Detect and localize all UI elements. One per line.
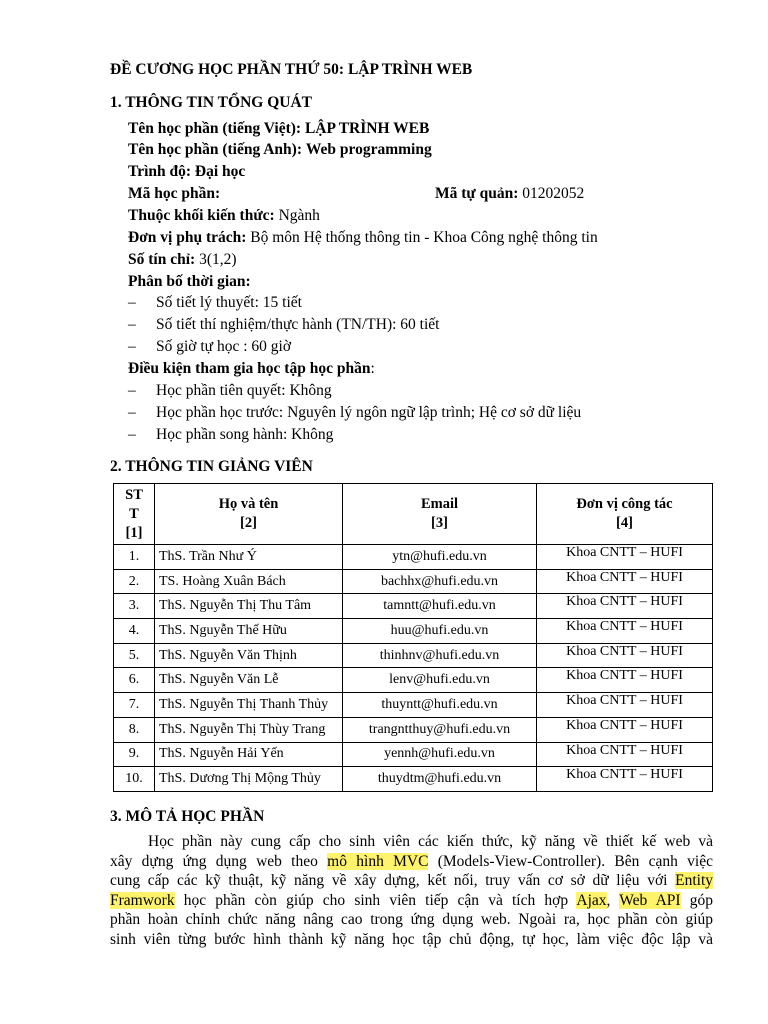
cell-unit: Khoa CNTT – HUFI — [537, 594, 713, 619]
knowledge-block — [128, 206, 320, 226]
cell-unit: Khoa CNTT – HUFI — [537, 742, 713, 767]
table-row — [114, 717, 713, 742]
table-row — [114, 742, 713, 767]
section2-heading: 2. THÔNG TIN GIẢNG VIÊN — [110, 458, 313, 475]
header-text: Họ và tên — [218, 496, 279, 512]
table-row — [114, 594, 713, 619]
cell-unit: Khoa CNTT – HUFI — [537, 693, 713, 718]
prerequisite-item-text: Học phần tiên quyết: Không — [156, 382, 332, 399]
responsible-unit-label: Đơn vị phụ trách: — [128, 229, 247, 246]
cell-name: ThS. Dương Thị Mộng Thủy — [155, 767, 343, 792]
cell-email: bachhx@hufi.edu.vn — [343, 569, 537, 594]
bullet-dash: – — [128, 426, 136, 443]
description-text: , — [606, 891, 620, 909]
column-header-unit — [537, 484, 713, 545]
lecturer-table — [113, 483, 713, 792]
table-row — [114, 668, 713, 693]
bullet-dash: – — [128, 382, 136, 399]
cell-stt: 3. — [114, 594, 155, 619]
admin-code-label: Mã tự quản: — [435, 185, 519, 202]
table-row — [114, 767, 713, 792]
course-description — [110, 832, 713, 949]
cell-stt: 1. — [114, 545, 155, 570]
course-level — [128, 162, 245, 182]
description-line — [110, 871, 713, 891]
prerequisites-label-row — [128, 359, 375, 379]
time-item-text: Số tiết lý thuyết: 15 tiết — [156, 294, 302, 311]
column-header-email — [343, 484, 537, 545]
knowledge-block-label: Thuộc khối kiến thức: — [128, 207, 275, 224]
bullet-dash: – — [128, 404, 136, 421]
course-name-vi-label: Tên học phần (tiếng Việt): — [128, 120, 302, 137]
prerequisites-colon: : — [370, 360, 375, 377]
course-level-value: Đại học — [194, 163, 246, 180]
cell-unit: Khoa CNTT – HUFI — [537, 569, 713, 594]
knowledge-block-value: Ngành — [278, 207, 320, 224]
description-text: cung cấp các kỹ thuật, kỹ năng về xây dựng, kết nối, truy vấn cơ sở dữ liệu với — [110, 872, 676, 889]
highlighted-term: Web API — [619, 891, 681, 909]
description-line — [110, 930, 713, 950]
cell-stt: 7. — [114, 693, 155, 718]
cell-email: tamntt@hufi.edu.vn — [343, 594, 537, 619]
description-text: học phần còn giúp cho sinh viên tiếp cận và tích hợp — [174, 891, 577, 909]
description-text: sinh viên từng bước hình thành kỹ năng học tập chủ động, tự học, làm việc độc lập và — [110, 930, 713, 948]
table-row — [114, 643, 713, 668]
highlighted-term: mô hình MVC — [327, 852, 429, 870]
prerequisite-item-text: Học phần song hành: Không — [156, 426, 334, 443]
cell-email: thinhnv@hufi.edu.vn — [343, 643, 537, 668]
section3-heading: 3. MÔ TẢ HỌC PHẦN — [110, 808, 265, 825]
table-row — [114, 545, 713, 570]
cell-email: yennh@hufi.edu.vn — [343, 742, 537, 767]
cell-email: ytn@hufi.edu.vn — [343, 545, 537, 570]
cell-stt: 9. — [114, 742, 155, 767]
cell-email: thuydtm@hufi.edu.vn — [343, 767, 537, 792]
lecturer-table-body — [114, 545, 713, 792]
column-header-name — [155, 484, 343, 545]
table-row — [114, 693, 713, 718]
description-text: (Models-View-Controller). Bên cạnh việc — [428, 852, 713, 870]
cell-unit: Khoa CNTT – HUFI — [537, 643, 713, 668]
course-level-label: Trình độ: — [128, 163, 192, 180]
highlighted-term: Entity — [675, 872, 713, 889]
header-text: ST — [125, 486, 143, 503]
column-header-stt — [114, 484, 155, 545]
description-line — [110, 832, 713, 852]
admin-code — [435, 184, 584, 204]
cell-stt: 5. — [114, 643, 155, 668]
bullet-dash: – — [128, 294, 136, 311]
cell-stt: 4. — [114, 619, 155, 644]
header-text: Email — [420, 496, 459, 512]
header-text: [1] — [125, 524, 143, 541]
bullet-dash: – — [128, 316, 136, 333]
responsible-unit — [128, 228, 598, 248]
highlighted-term: Framwork — [110, 891, 175, 909]
cell-unit: Khoa CNTT – HUFI — [537, 545, 713, 570]
table-row — [114, 619, 713, 644]
highlighted-term: Ajax — [576, 891, 607, 909]
header-text: Đơn vị công tác — [576, 496, 673, 512]
cell-email: trangntthuy@hufi.edu.vn — [343, 717, 537, 742]
admin-code-value: 01202052 — [522, 185, 585, 202]
cell-unit: Khoa CNTT – HUFI — [537, 668, 713, 693]
cell-unit: Khoa CNTT – HUFI — [537, 717, 713, 742]
course-name-en — [128, 140, 432, 160]
credits-value: 3(1,2) — [199, 251, 237, 268]
description-line — [110, 910, 713, 930]
cell-email: thuyntt@hufi.edu.vn — [343, 693, 537, 718]
cell-email: lenv@hufi.edu.vn — [343, 668, 537, 693]
prerequisites-label: Điều kiện tham gia học tập học phần — [128, 360, 371, 377]
description-text: phần hoàn chỉnh chức năng nâng cao trong ứng dụng web. Ngoài ra, học phần còn giúp — [110, 911, 713, 928]
course-name-vi-value: LẬP TRÌNH WEB — [304, 120, 430, 137]
description-text: Học phần này cung cấp cho sinh viên các kiến thức, kỹ năng về thiết kế web và — [148, 833, 713, 850]
document-title: ĐỀ CƯƠNG HỌC PHẦN THỨ 50: LẬP TRÌNH WEB — [110, 61, 473, 78]
description-text: góp — [680, 891, 713, 909]
course-code-label: Mã học phần: — [128, 185, 221, 202]
description-text: xây dựng ứng dụng web theo — [110, 852, 328, 870]
credits — [128, 250, 237, 270]
cell-name: ThS. Nguyễn Văn Thịnh — [155, 643, 343, 668]
header-text: [4] — [616, 515, 633, 531]
header-text: [2] — [240, 515, 257, 531]
cell-name: ThS. Nguyễn Thị Thùy Trang — [155, 717, 343, 742]
header-text: [3] — [431, 515, 448, 531]
time-item-text: Số tiết thí nghiệm/thực hành (TN/TH): 60 tiết — [156, 316, 440, 333]
cell-name: ThS. Nguyễn Thế Hữu — [155, 619, 343, 644]
cell-name: ThS. Trần Như Ý — [155, 545, 343, 570]
cell-stt: 6. — [114, 668, 155, 693]
prerequisite-item-text: Học phần học trước: Nguyên lý ngôn ngữ lập trình; Hệ cơ sở dữ liệu — [156, 404, 582, 421]
cell-unit: Khoa CNTT – HUFI — [537, 767, 713, 792]
time-allocation-label: Phân bố thời gian: — [128, 273, 251, 290]
cell-stt: 10. — [114, 767, 155, 792]
cell-name: TS. Hoàng Xuân Bách — [155, 569, 343, 594]
course-name-en-value: Web programming — [305, 141, 432, 158]
credits-label: Số tín chỉ: — [128, 251, 196, 268]
cell-name: ThS. Nguyễn Hải Yến — [155, 742, 343, 767]
responsible-unit-value: Bộ môn Hệ thống thông tin - Khoa Công nghệ thông tin — [250, 229, 598, 246]
bullet-dash: – — [128, 338, 136, 355]
time-item-text: Số giờ tự học : 60 giờ — [156, 338, 292, 355]
cell-email: huu@hufi.edu.vn — [343, 619, 537, 644]
cell-unit: Khoa CNTT – HUFI — [537, 619, 713, 644]
table-row — [114, 569, 713, 594]
course-name-en-label: Tên học phần (tiếng Anh): — [128, 141, 302, 158]
course-name-vi — [128, 119, 429, 139]
cell-name: ThS. Nguyễn Thị Thu Tâm — [155, 594, 343, 619]
cell-name: ThS. Nguyễn Thị Thanh Thủy — [155, 693, 343, 718]
cell-name: ThS. Nguyễn Văn Lễ — [155, 668, 343, 693]
description-line — [110, 891, 713, 911]
description-line — [110, 852, 713, 872]
cell-stt: 8. — [114, 717, 155, 742]
table-header-row — [114, 484, 713, 545]
cell-stt: 2. — [114, 569, 155, 594]
header-text: T — [129, 505, 139, 522]
section1-heading: 1. THÔNG TIN TỔNG QUÁT — [110, 94, 312, 111]
